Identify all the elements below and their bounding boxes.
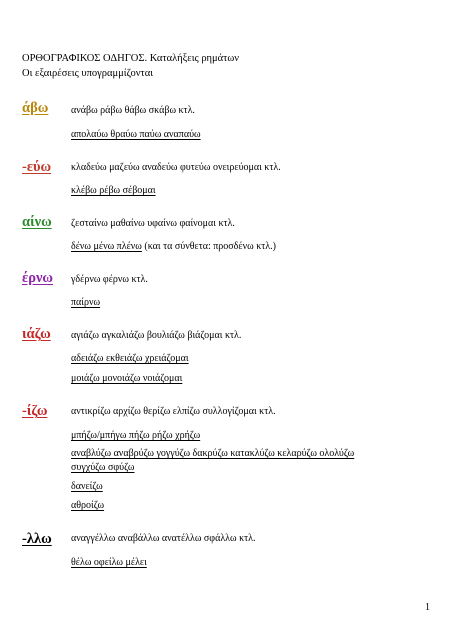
ending-abo: άβω xyxy=(22,100,49,116)
page-number: 1 xyxy=(425,602,430,613)
ending-llo: -λλω xyxy=(22,531,52,547)
rule-examples-erno: γδέρνω φέρνω κτλ. xyxy=(71,274,148,285)
ending-iazo: ιάζω xyxy=(22,326,51,342)
exceptions-aino-note: (και τα σύνθετα: προσδένω κτλ.) xyxy=(141,241,276,252)
exceptions-izo-2: αναβλύζω αναβρύζω γογγύζω δακρύζω κατακλύζω κελαρύζω ολολύζω xyxy=(71,448,355,459)
document-title xyxy=(22,51,239,81)
ending-erno: έρνω xyxy=(22,270,54,286)
rule-examples-iazo: αγιάζω αγκαλιάζω βουλιάζω βιάζομαι κτλ. xyxy=(71,330,242,341)
title-line-2: Οι εξαιρέσεις υπογραμμίζονται xyxy=(22,68,154,79)
exceptions-aino xyxy=(71,240,276,253)
title-line-1: ΟΡΘΟΓΡΑΦΙΚΟΣ ΟΔΗΓΟΣ. Καταλήξεις ρημάτων xyxy=(22,53,240,64)
ending-izo: -ίζω xyxy=(22,403,48,419)
exceptions-izo-1: μπήζω/μπήγω πήζω ρήζω χρήζω xyxy=(71,430,201,441)
exceptions-izo-4: δανείζω xyxy=(71,481,103,492)
exceptions-abo: απολαύω θραύω παύω αναπαύω xyxy=(71,129,201,140)
rule-examples-abo: ανάβω ράβω θάβω σκάβω κτλ. xyxy=(71,105,195,116)
rule-examples-euo: κλαδεύω μαζεύω αναδεύω φυτεύω ονειρεύομαι κτλ. xyxy=(71,162,281,173)
exceptions-iazo-1: αδειάζω εκθειάζω χρειάζομαι xyxy=(71,353,189,364)
exceptions-izo-5: αθροίζω xyxy=(71,500,105,511)
rule-examples-llo: αναγγέλλω αναβάλλω ανατέλλω σφάλλω κτλ. xyxy=(71,533,256,544)
rule-examples-aino: ζεσταίνω μαθαίνω υφαίνω φαίνομαι κτλ. xyxy=(71,218,235,229)
exceptions-euo: κλέβω ρέβω σέβομαι xyxy=(71,185,156,196)
exceptions-erno: παίρνω xyxy=(71,297,101,308)
rule-examples-izo: αντικρίζω αρχίζω θερίζω ελπίζω συλλογίζομαι κτλ. xyxy=(71,406,276,417)
exceptions-izo-3: συγχύζω σφύζω xyxy=(71,462,135,473)
exceptions-llo: θέλω οφείλω μέλει xyxy=(71,557,147,568)
exceptions-iazo-2: μοιάζω μονοιάζω νοιάζομαι xyxy=(71,373,183,384)
ending-aino: αίνω xyxy=(22,214,52,230)
exceptions-aino-words: δένω μένω πλένω xyxy=(71,241,142,252)
ending-euo: -εύω xyxy=(22,159,52,175)
